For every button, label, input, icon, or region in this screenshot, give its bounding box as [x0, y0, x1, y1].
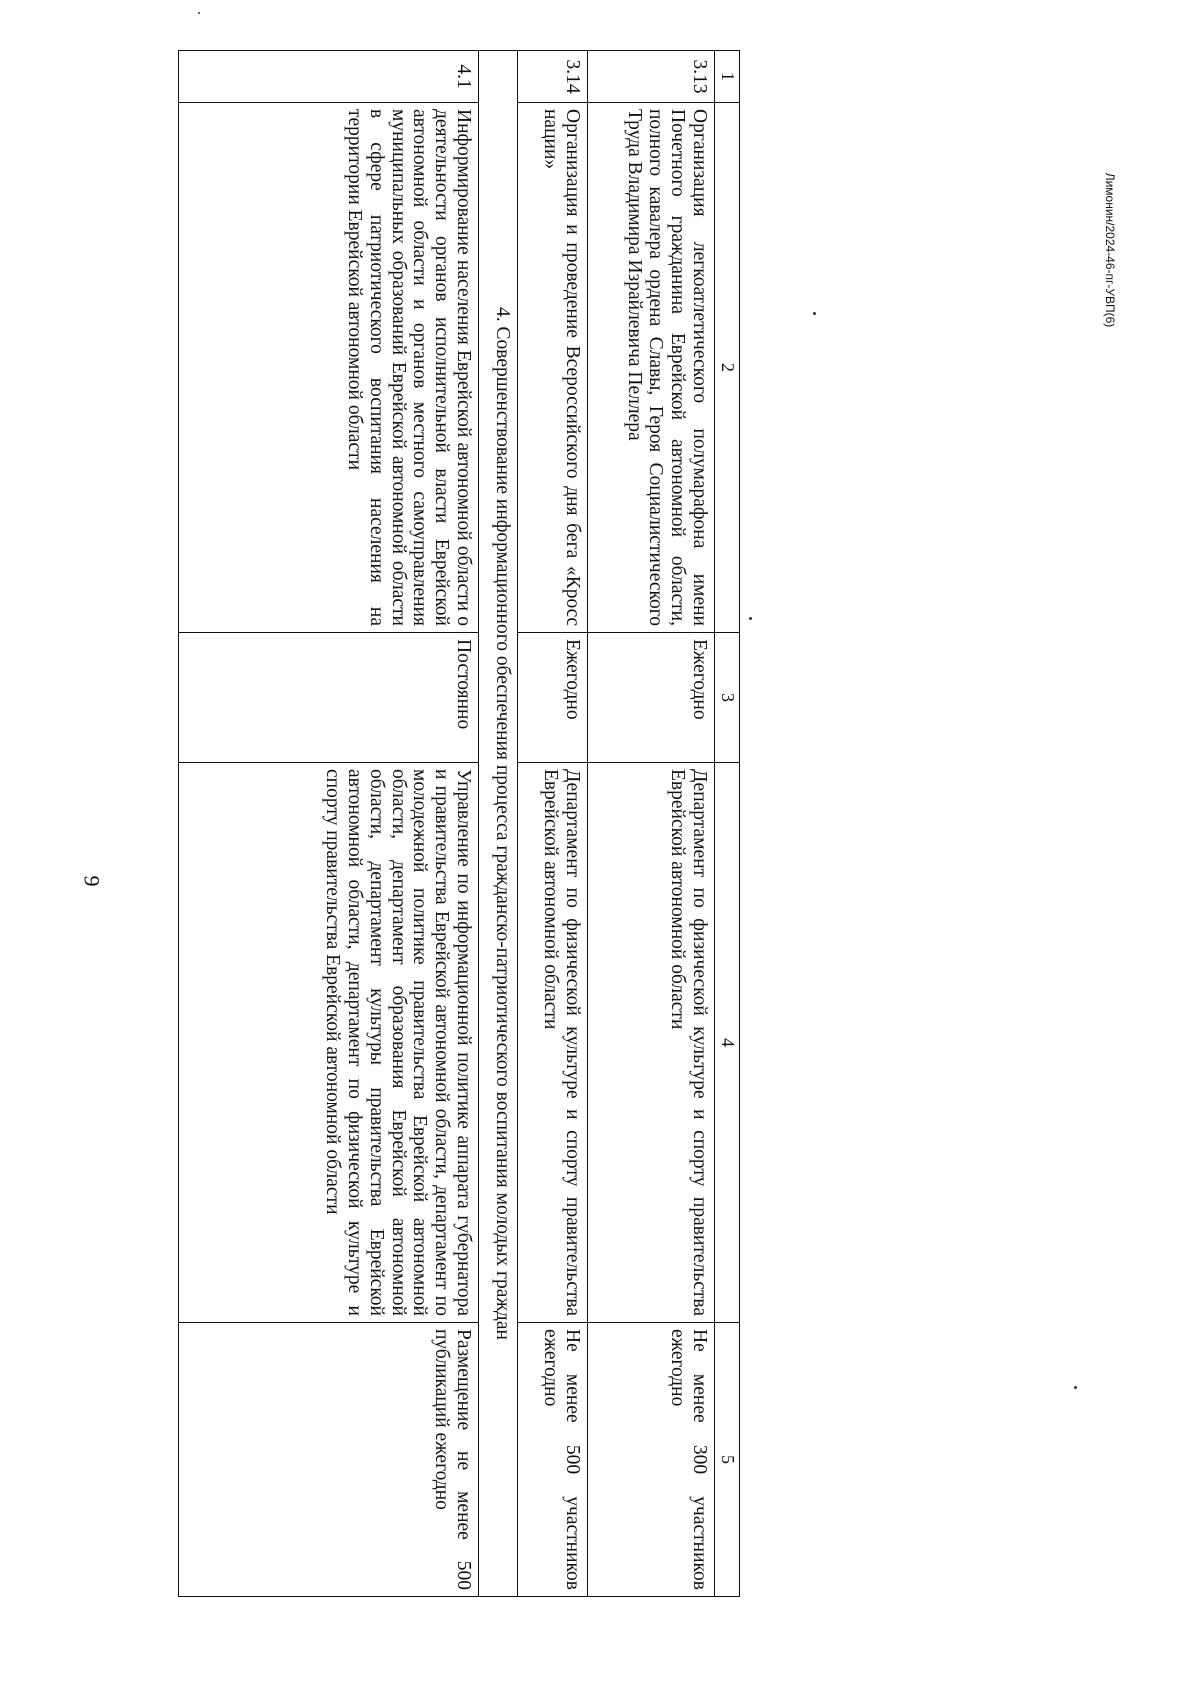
column-header: 2	[715, 103, 740, 633]
table-row	[179, 51, 479, 1597]
row-number: 4.1	[179, 51, 479, 103]
executor-cell: Департамент по физической культуре и спорту правительства Еврейской автономной области	[587, 763, 714, 1323]
term-cell: Ежегодно	[587, 633, 714, 763]
scan-speck	[813, 312, 816, 315]
row-number: 3.13	[587, 51, 714, 103]
column-header: 3	[715, 633, 740, 763]
term-cell: Ежегодно	[518, 633, 588, 763]
row-number: 3.14	[518, 51, 588, 103]
table-row	[587, 51, 714, 1597]
section-row	[479, 51, 518, 1597]
event-cell: Информирование населения Еврейской автономной области о деятельности органов исполнительной власти Еврейской автономной области и органов местного самоуправления муниципальных образований Еврейской автономной области в сфере патриотического воспитания населения на территории Еврейской автономной области	[179, 103, 479, 633]
event-cell: Организация легкоатлетического полумарафона имени Почетного гражданина Еврейской автономной области, полного кавалера ордена Славы, Героя Социалистического Труда Владимира Израйлевича Пеллера	[587, 103, 714, 633]
executor-cell: Управление по информационной политике аппарата губернатора и правительства Еврейской автономной области, департамент по молодежной политике правительства Еврейской автономной области, департамент образования Еврейской автономной области, департамент культуры правительства Еврейской автономной области, департамент по физической культуре и спорту правительства Еврейской автономной области	[179, 763, 479, 1323]
document-code	[1090, 170, 1130, 330]
event-cell: Организация и проведение Всероссийского дня бега «Кросс нации»	[518, 103, 588, 633]
scan-speck	[749, 617, 752, 620]
result-cell: Размещение не менее 500 публикаций ежегодно	[179, 1323, 479, 1597]
table-header-row	[715, 51, 740, 1597]
column-header: 4	[715, 763, 740, 1323]
table-row	[518, 51, 588, 1597]
section-title: 4. Совершенствование информационного обеспечения процесса гражданско-патриотического воспитания молодых граждан	[479, 51, 518, 1597]
result-cell: Не менее 300 участников ежегодно	[587, 1323, 714, 1597]
scan-speck	[198, 12, 200, 14]
column-header: 1	[715, 51, 740, 103]
document-code-text: Лимонин/2024-46-пг-УВП(6)	[1103, 172, 1117, 328]
measures-table	[178, 50, 740, 1597]
column-header: 5	[715, 1323, 740, 1597]
term-cell: Постоянно	[179, 633, 479, 763]
measures-table-container	[178, 50, 740, 1596]
executor-cell: Департамент по физической культуре и спорту правительства Еврейской автономной области	[518, 763, 588, 1323]
scan-speck	[1074, 1386, 1077, 1389]
result-cell: Не менее 500 участников ежегодно	[518, 1323, 588, 1597]
page-number: 9	[79, 875, 105, 887]
